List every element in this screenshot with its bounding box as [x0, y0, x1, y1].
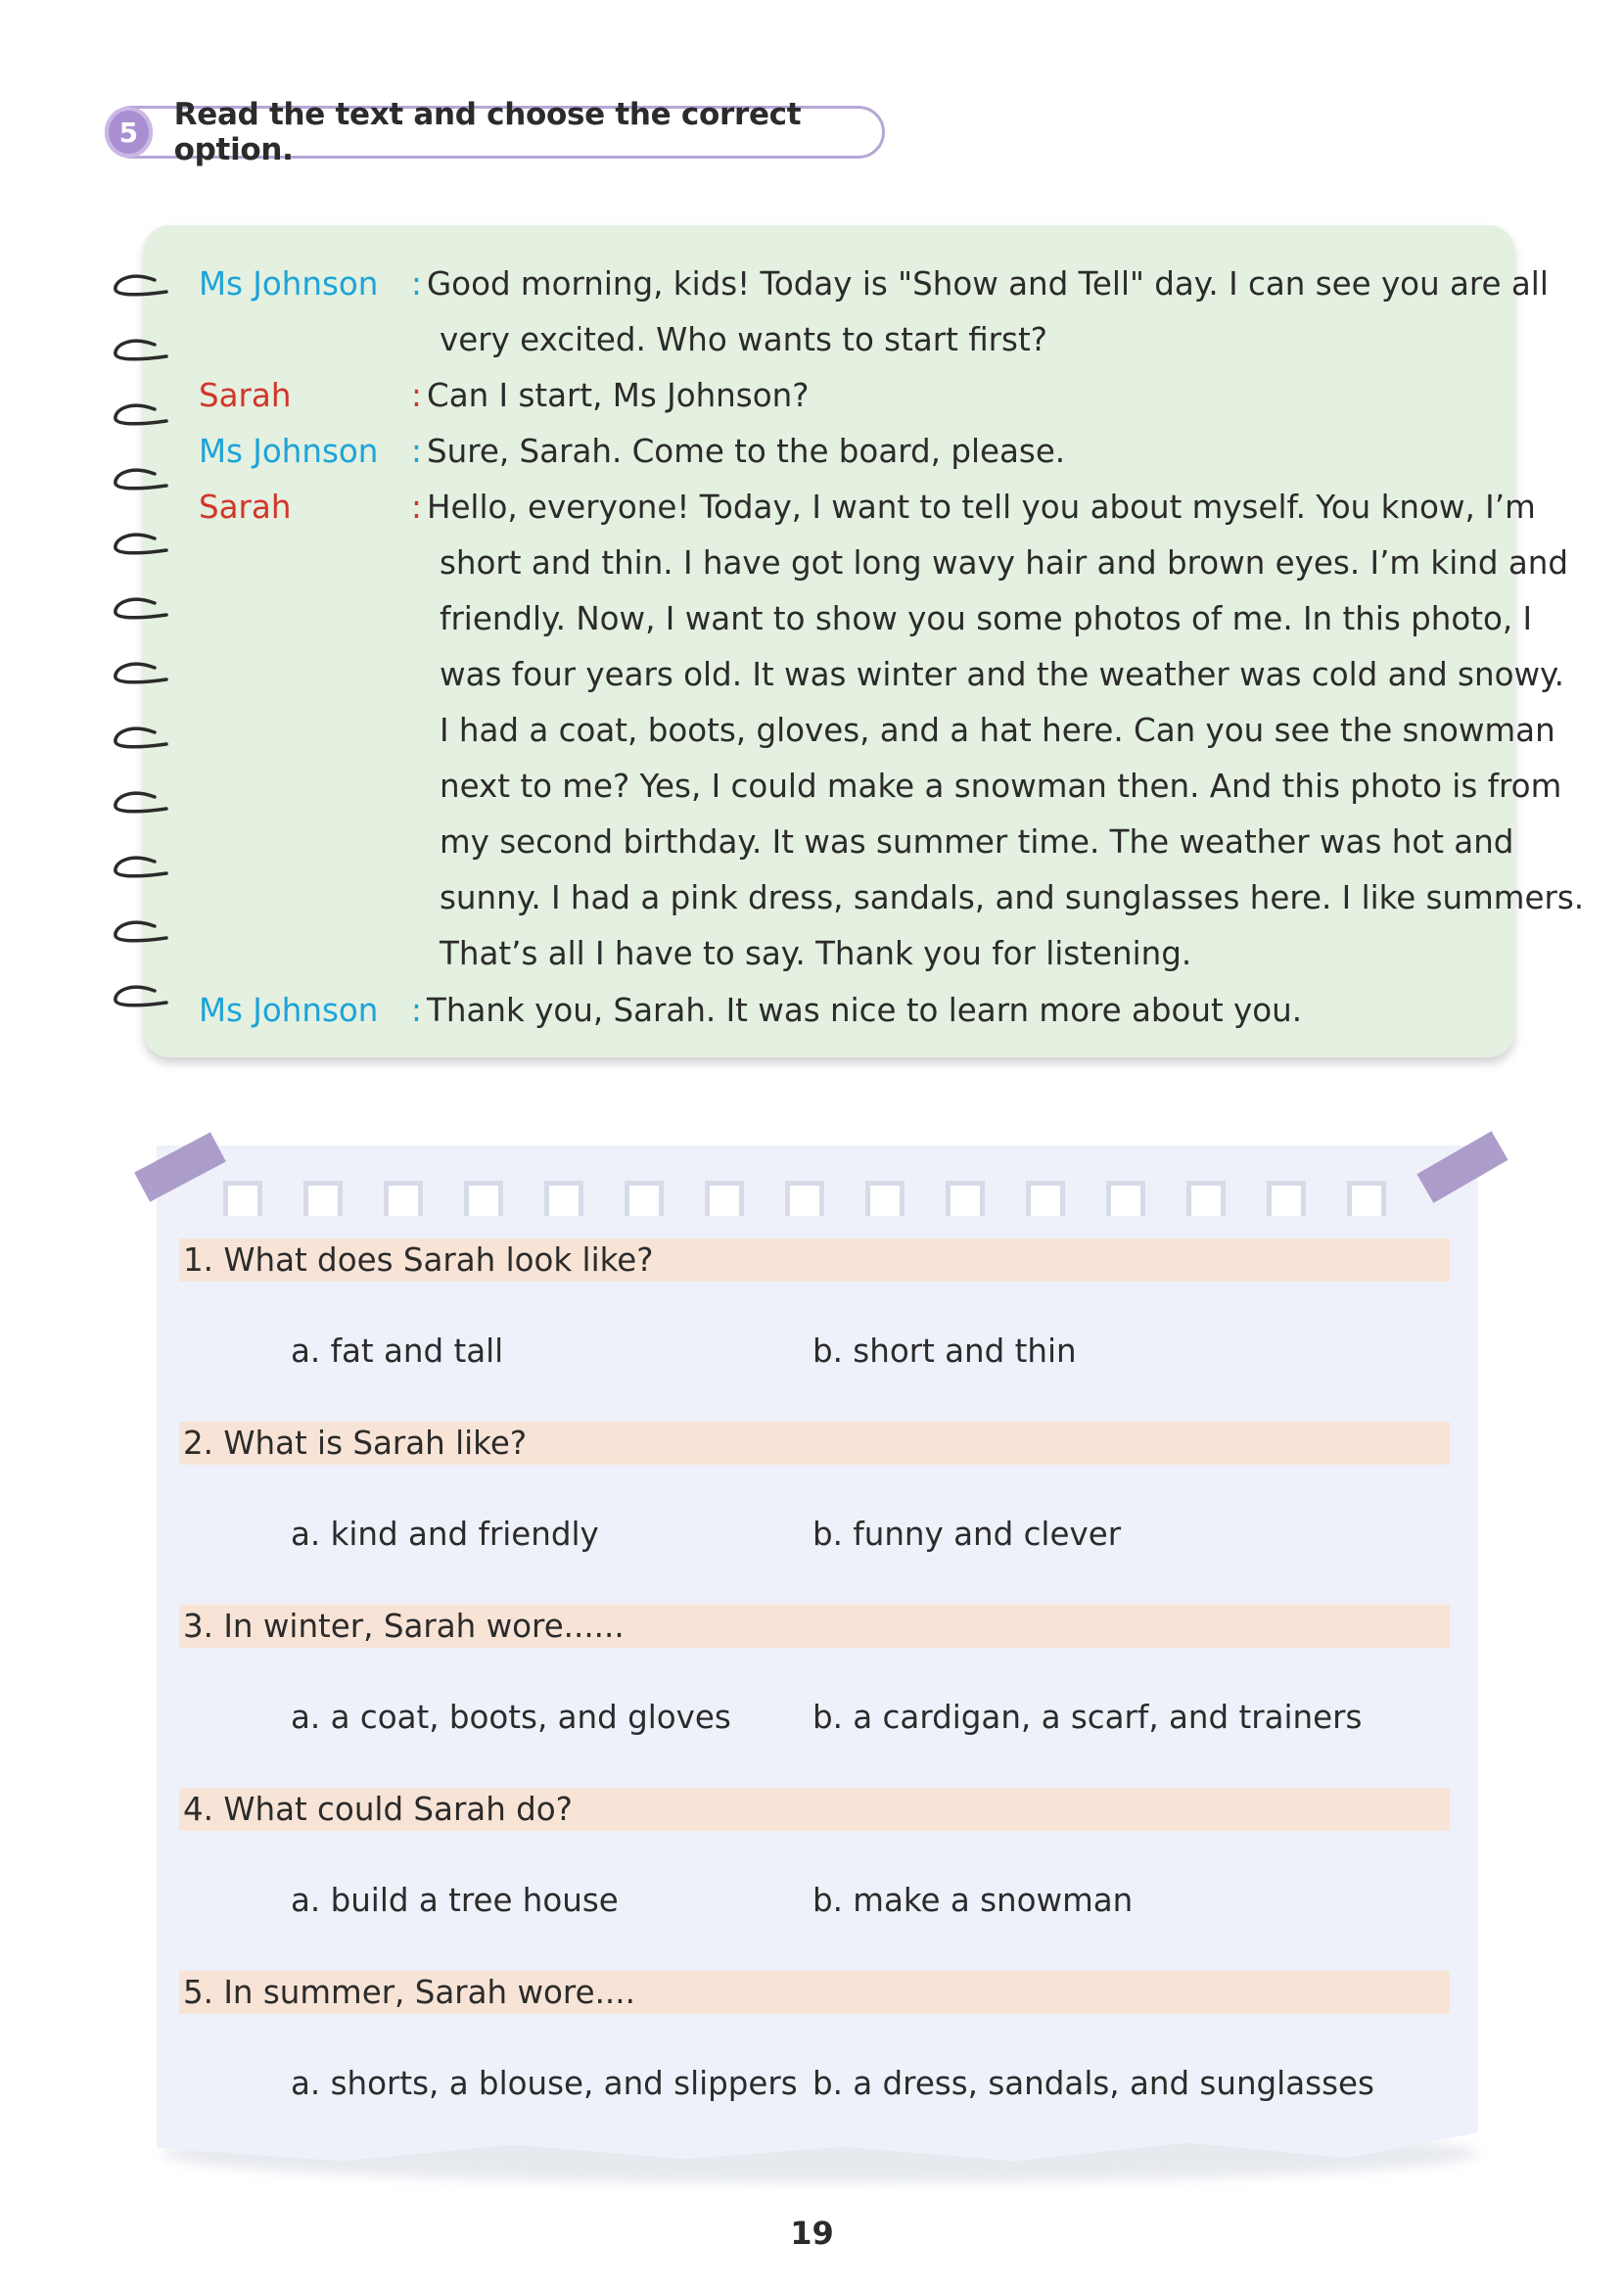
option-b[interactable]: b. a cardigan, a scarf, and trainers	[812, 1699, 1363, 1736]
speech-line: sunny. I had a pink dress, sandals, and sunglasses here. I like summers.	[440, 879, 1585, 916]
option-a[interactable]: a. shorts, a blouse, and slippers	[291, 2065, 798, 2102]
speaker-colon: :	[411, 992, 422, 1029]
speaker-colon: :	[411, 377, 422, 414]
speech-line: my second birthday. It was summer time. The weather was hot and	[440, 823, 1514, 861]
speaker-name: Sarah	[199, 377, 292, 414]
binder-hole	[625, 1181, 664, 1216]
speech-line: Hello, everyone! Today, I want to tell you about myself. You know, I’m	[427, 489, 1536, 526]
binder-hole	[223, 1181, 262, 1216]
speech-line: next to me? Yes, I could make a snowman then. And this photo is from	[440, 768, 1562, 805]
exercise-header	[106, 97, 885, 167]
binder-hole	[464, 1181, 503, 1216]
speech-line: Sure, Sarah. Come to the board, please.	[427, 433, 1066, 470]
binder-hole	[303, 1181, 343, 1216]
binder-hole	[865, 1181, 905, 1216]
speech-line: short and thin. I have got long wavy hair and brown eyes. I’m kind and	[440, 544, 1568, 582]
exercise-number-badge: 5	[105, 107, 153, 158]
speech-line: I had a coat, boots, gloves, and a hat here. Can you see the snowman	[440, 712, 1555, 749]
binder-hole	[1026, 1181, 1065, 1216]
question-text: 5. In summer, Sarah wore....	[183, 1974, 635, 2011]
binder-hole	[384, 1181, 423, 1216]
option-a[interactable]: a. kind and friendly	[291, 1516, 599, 1553]
page-number: 19	[790, 2215, 834, 2252]
option-a[interactable]: a. fat and tall	[291, 1333, 504, 1370]
speech-line: was four years old. It was winter and the weather was cold and snowy.	[440, 656, 1564, 693]
speech-line: That’s all I have to say. Thank you for listening.	[440, 935, 1192, 972]
question-text: 1. What does Sarah look like?	[183, 1241, 654, 1279]
option-b[interactable]: b. funny and clever	[812, 1516, 1122, 1553]
speaker-name: Ms Johnson	[199, 265, 379, 303]
speech-text	[427, 368, 1494, 424]
spiral-rings-icon	[110, 262, 178, 1026]
question-text: 2. What is Sarah like?	[183, 1425, 528, 1462]
exercise-instruction: Read the text and choose the correct option.	[173, 97, 802, 167]
option-b[interactable]: b. a dress, sandals, and sunglasses	[812, 2065, 1374, 2102]
speaker-name: Ms Johnson	[199, 992, 379, 1029]
speech-line: very excited. Who wants to start first?	[440, 321, 1047, 358]
speech-line: Good morning, kids! Today is "Show and Tell" day. I can see you are all	[427, 265, 1549, 303]
binder-hole	[1267, 1181, 1306, 1216]
speech-line: Thank you, Sarah. It was nice to learn more about you.	[427, 992, 1303, 1029]
paper-binder-holes	[223, 1181, 1427, 1220]
speech-text	[427, 257, 1549, 368]
binder-hole	[785, 1181, 824, 1216]
binder-hole	[1186, 1181, 1226, 1216]
binder-hole	[544, 1181, 583, 1216]
speech-text	[427, 424, 1494, 480]
binder-hole	[1347, 1181, 1386, 1216]
binder-hole	[705, 1181, 744, 1216]
option-b[interactable]: b. make a snowman	[812, 1882, 1134, 1919]
speech-text	[427, 983, 1494, 1039]
speaker-name: Ms Johnson	[199, 433, 379, 470]
speech-text	[427, 480, 1585, 982]
speaker-name: Sarah	[199, 489, 292, 526]
speaker-colon: :	[411, 489, 422, 526]
binder-hole	[946, 1181, 985, 1216]
notepad-spiral-binding	[110, 262, 178, 1026]
speaker-colon: :	[411, 433, 422, 470]
option-a[interactable]: a. build a tree house	[291, 1882, 619, 1919]
question-text: 4. What could Sarah do?	[183, 1791, 573, 1828]
question-paper	[157, 1146, 1478, 2174]
speech-line: friendly. Now, I want to show you some photos of me. In this photo, I	[440, 600, 1533, 637]
option-a[interactable]: a. a coat, boots, and gloves	[291, 1699, 731, 1736]
binder-hole	[1106, 1181, 1145, 1216]
question-text: 3. In winter, Sarah wore......	[183, 1608, 625, 1645]
speech-line: Can I start, Ms Johnson?	[427, 377, 810, 414]
option-b[interactable]: b. short and thin	[812, 1333, 1077, 1370]
speaker-colon: :	[411, 265, 422, 303]
